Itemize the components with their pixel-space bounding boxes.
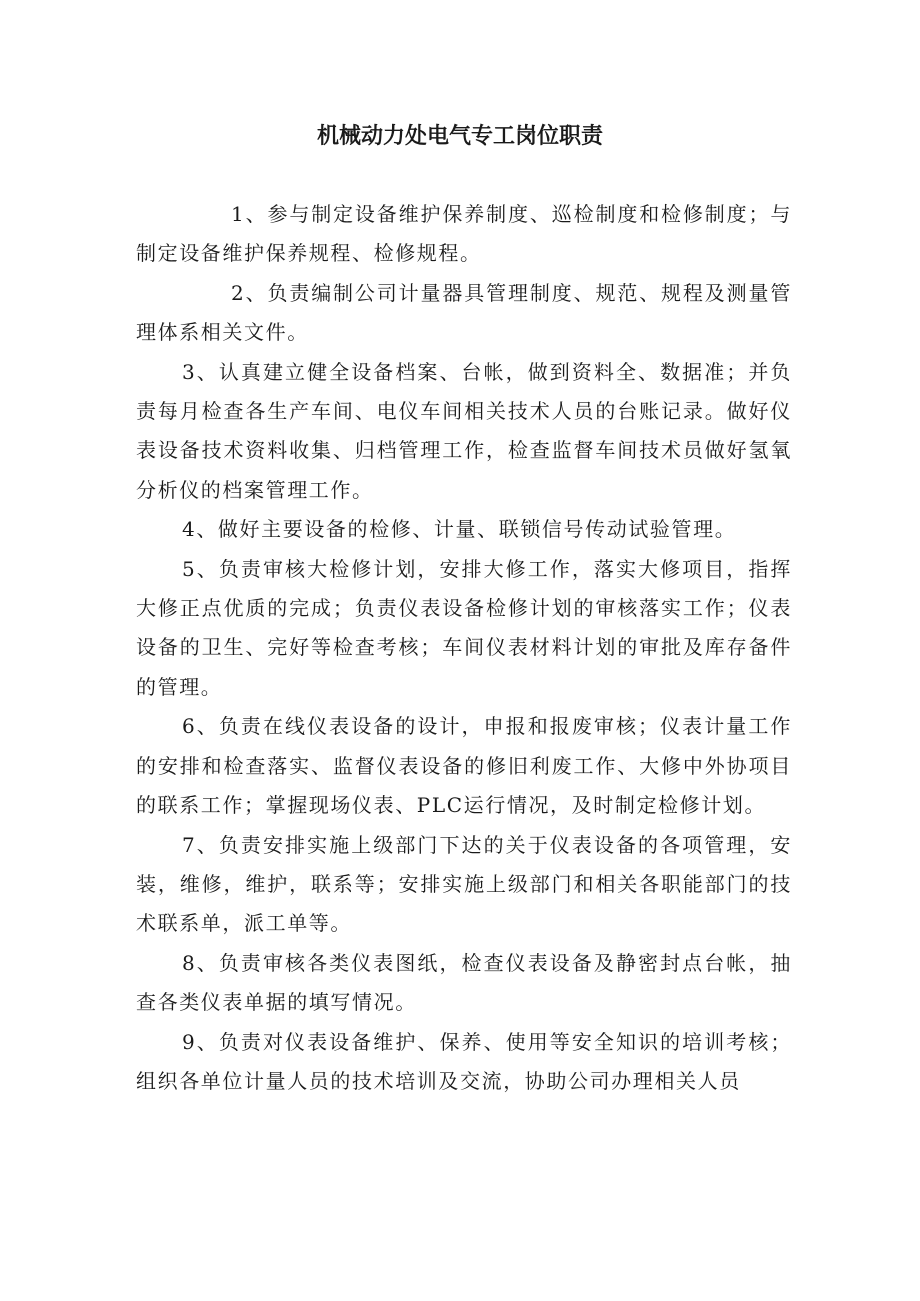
paragraph-9: 9、负责对仪表设备维护、保养、使用等安全知识的培训考核；组织各单位计量人员的技术培训及交流，协助公司办理相关人员 <box>136 1029 792 1093</box>
paragraph-4: 4、做好主要设备的检修、计量、联锁信号传动试验管理。 <box>182 517 737 542</box>
paragraph-3: 3、认真建立健全设备档案、台帐，做到资料全、数据准；并负责每月检查各生产车间、电仪车间相关技术人员的台账记录。做好仪表设备技术资料收集、归档管理工作，检查监督车间技术员做好氢氧分析仪的档案管理工作。 <box>136 359 792 502</box>
document-body <box>136 195 792 1101</box>
paragraph-8: 8、负责审核各类仪表图纸，检查仪表设备及静密封点台帐，抽查各类仪表单据的填写情况。 <box>136 950 792 1015</box>
paragraph-1: 1、参与制定设备维护保养制度、巡检制度和检修制度；与制定设备维护保养规程、检修规程。 <box>136 202 792 266</box>
paragraph-7: 7、负责安排实施上级部门下达的关于仪表设备的各项管理，安装，维修，维护，联系等；安排实施上级部门和相关各职能部门的技术联系单，派工单等。 <box>136 832 792 936</box>
paragraph-2: 2、负责编制公司计量器具管理制度、规范、规程及测量管理体系相关文件。 <box>136 280 792 345</box>
paragraph-5: 5、负责审核大检修计划，安排大修工作，落实大修项目，指挥大修正点优质的完成；负责仪表设备检修计划的审核落实工作；仪表设备的卫生、完好等检查考核；车间仪表材料计划的审批及库存备件的管理。 <box>136 556 792 699</box>
document-title: 机械动力处电气专工岗位职责 <box>316 124 603 149</box>
paragraph-6: 6、负责在线仪表设备的设计，申报和报废审核；仪表计量工作的安排和检查落实、监督仪表设备的修旧利废工作、大修中外协项目的联系工作；掌握现场仪表、PLC运行情况，及时制定检修计划。 <box>136 714 792 818</box>
